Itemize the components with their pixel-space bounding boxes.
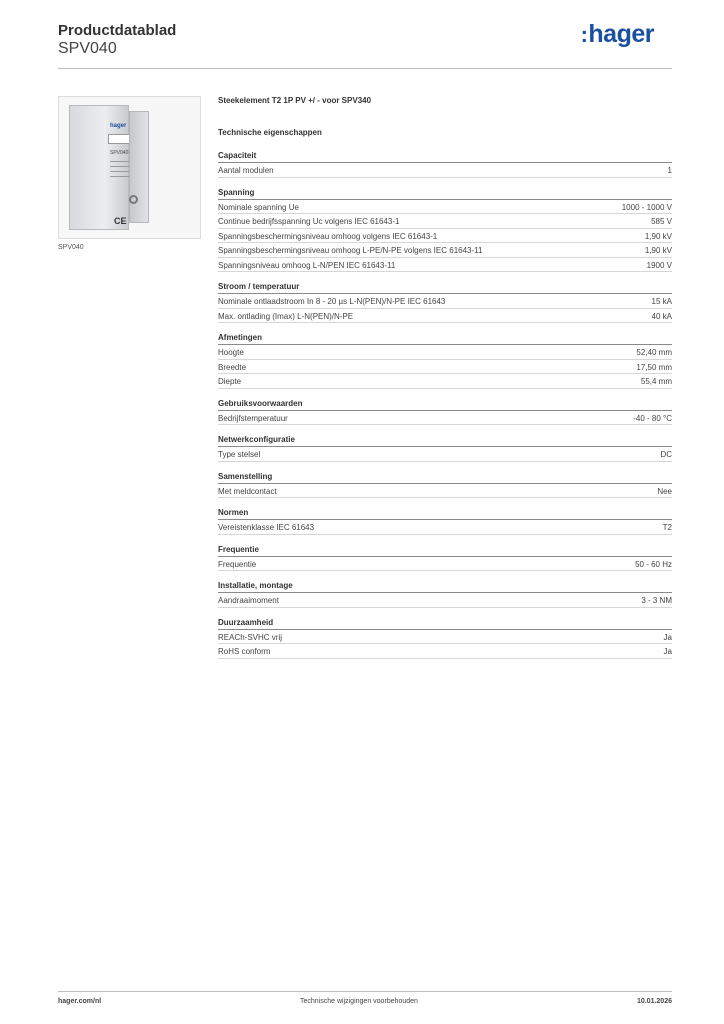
spec-value: Nee <box>657 486 672 496</box>
spec-section <box>218 544 672 572</box>
spec-section <box>218 187 672 273</box>
certification-mark-icon <box>129 195 138 204</box>
header-divider <box>58 68 672 69</box>
product-code: SPV040 <box>58 40 117 57</box>
spec-row <box>218 593 672 608</box>
spec-row <box>218 229 672 244</box>
section-title: Samenstelling <box>218 471 672 484</box>
device-code-label: SPV040 <box>110 150 129 156</box>
spec-section <box>218 471 672 499</box>
device-side <box>129 111 149 223</box>
footer-disclaimer: Technische wijzigingen voorbehouden <box>300 998 418 1005</box>
spec-label: Hoogte <box>218 348 244 357</box>
spec-section <box>218 332 672 389</box>
spec-value: 1 <box>667 166 672 175</box>
spec-sections <box>218 150 672 659</box>
spec-label: Vereistenklasse IEC 61643 <box>218 523 315 532</box>
spec-label: Met meldcontact <box>218 486 277 496</box>
spec-value: 1000 - 1000 V <box>621 202 672 212</box>
spec-label: Frequentie <box>218 559 257 569</box>
section-title: Afmetingen <box>218 332 672 345</box>
spec-label: Spanningsbeschermingsniveau omhoog volgens IEC 61643-1 <box>218 231 438 241</box>
spec-row <box>218 411 672 426</box>
spec-row <box>218 163 672 178</box>
section-title: Normen <box>218 507 672 520</box>
spec-value: 17,50 mm <box>636 362 672 372</box>
spec-row <box>218 447 672 462</box>
spec-row <box>218 345 672 360</box>
section-title: Gebruiksvoorwaarden <box>218 398 672 411</box>
spec-row <box>218 644 672 659</box>
spec-section <box>218 580 672 608</box>
device-body <box>69 105 129 230</box>
spec-label: Spanningsbeschermingsniveau omhoog L-PE/N-PE volgens IEC 61643-11 <box>218 246 483 255</box>
spec-value: -40 - 80 °C <box>633 413 672 423</box>
spec-row <box>218 214 672 229</box>
spec-label: Aandraaimoment <box>218 596 279 605</box>
section-title: Installatie, montage <box>218 580 672 593</box>
document-title: Productdatablad <box>58 22 177 39</box>
spec-section <box>218 434 672 462</box>
spec-value: 55,4 mm <box>640 377 672 386</box>
spec-label: RoHS conform <box>218 647 271 656</box>
tech-properties-heading: Technische eigenschappen <box>218 128 322 137</box>
spec-row <box>218 309 672 324</box>
spec-value: 3 - 3 NM <box>641 596 672 605</box>
device-brand-label: hager <box>110 123 127 129</box>
spec-row <box>218 374 672 389</box>
spec-label: Max. ontlading (Imax) L-N(PEN)/N-PE <box>218 311 354 321</box>
spec-row <box>218 294 672 309</box>
spec-row <box>218 520 672 535</box>
spec-label: REACh-SVHC vrij <box>218 632 283 642</box>
spec-label: Bedrijfstemperatuur <box>218 413 288 423</box>
footer-date: 10.01.2026 <box>636 998 672 1005</box>
spec-row <box>218 258 672 273</box>
spec-row <box>218 200 672 215</box>
spec-row <box>218 557 672 572</box>
spec-value: 585 V <box>651 217 672 226</box>
spec-value: 15 kA <box>651 297 672 306</box>
section-title: Netwerkconfiguratie <box>218 434 672 447</box>
spec-label: Continue bedrijfsspanning Uc volgens IEC 61643-1 <box>218 217 400 226</box>
footer-website: hager.com/nl <box>58 998 102 1005</box>
spec-section <box>218 281 672 323</box>
spec-value: 1,90 kV <box>644 246 672 255</box>
ce-mark: CE <box>114 216 127 226</box>
section-title: Duurzaamheid <box>218 617 672 630</box>
image-caption: SPV040 <box>58 244 84 251</box>
spec-section <box>218 398 672 426</box>
hager-logo: :hager <box>580 20 654 48</box>
section-title: Frequentie <box>218 544 672 557</box>
spec-label: Diepte <box>218 377 242 386</box>
spec-label: Aantal modulen <box>218 166 274 175</box>
spec-value: T2 <box>662 523 672 532</box>
section-title: Capaciteit <box>218 150 672 163</box>
spec-value: 50 - 60 Hz <box>635 559 672 569</box>
device-status-window <box>108 134 130 144</box>
product-description: Steekelement T2 1P PV +/ - voor SPV340 <box>218 96 372 105</box>
spec-section <box>218 150 672 178</box>
spec-value: Ja <box>663 632 672 642</box>
spec-value: 1900 V <box>646 260 672 270</box>
product-image <box>58 96 201 239</box>
page-header <box>58 22 672 70</box>
spec-section <box>218 617 672 659</box>
section-title: Stroom / temperatuur <box>218 281 672 294</box>
spec-row <box>218 484 672 499</box>
spec-value: Ja <box>663 647 672 656</box>
spec-label: Type stelsel <box>218 450 261 459</box>
spec-value: 52,40 mm <box>636 348 672 357</box>
spec-label: Nominale ontlaadstroom In 8 - 20 µs L-N(PEN)/N-PE IEC 61643 <box>218 297 446 306</box>
spec-content <box>218 96 672 668</box>
spec-section <box>218 507 672 535</box>
logo-text: hager <box>588 20 654 48</box>
spec-value: 40 kA <box>651 311 672 321</box>
spec-label: Spanningsniveau omhoog L-N/PEN IEC 61643-11 <box>218 260 396 270</box>
spec-row <box>218 630 672 645</box>
spec-row <box>218 360 672 375</box>
spec-label: Nominale spanning Ue <box>218 202 299 212</box>
spec-label: Breedte <box>218 362 247 372</box>
spec-value: DC <box>660 450 672 459</box>
section-title: Spanning <box>218 187 672 200</box>
spec-row <box>218 243 672 258</box>
spec-value: 1,90 kV <box>644 231 672 241</box>
footer-divider <box>58 991 672 992</box>
